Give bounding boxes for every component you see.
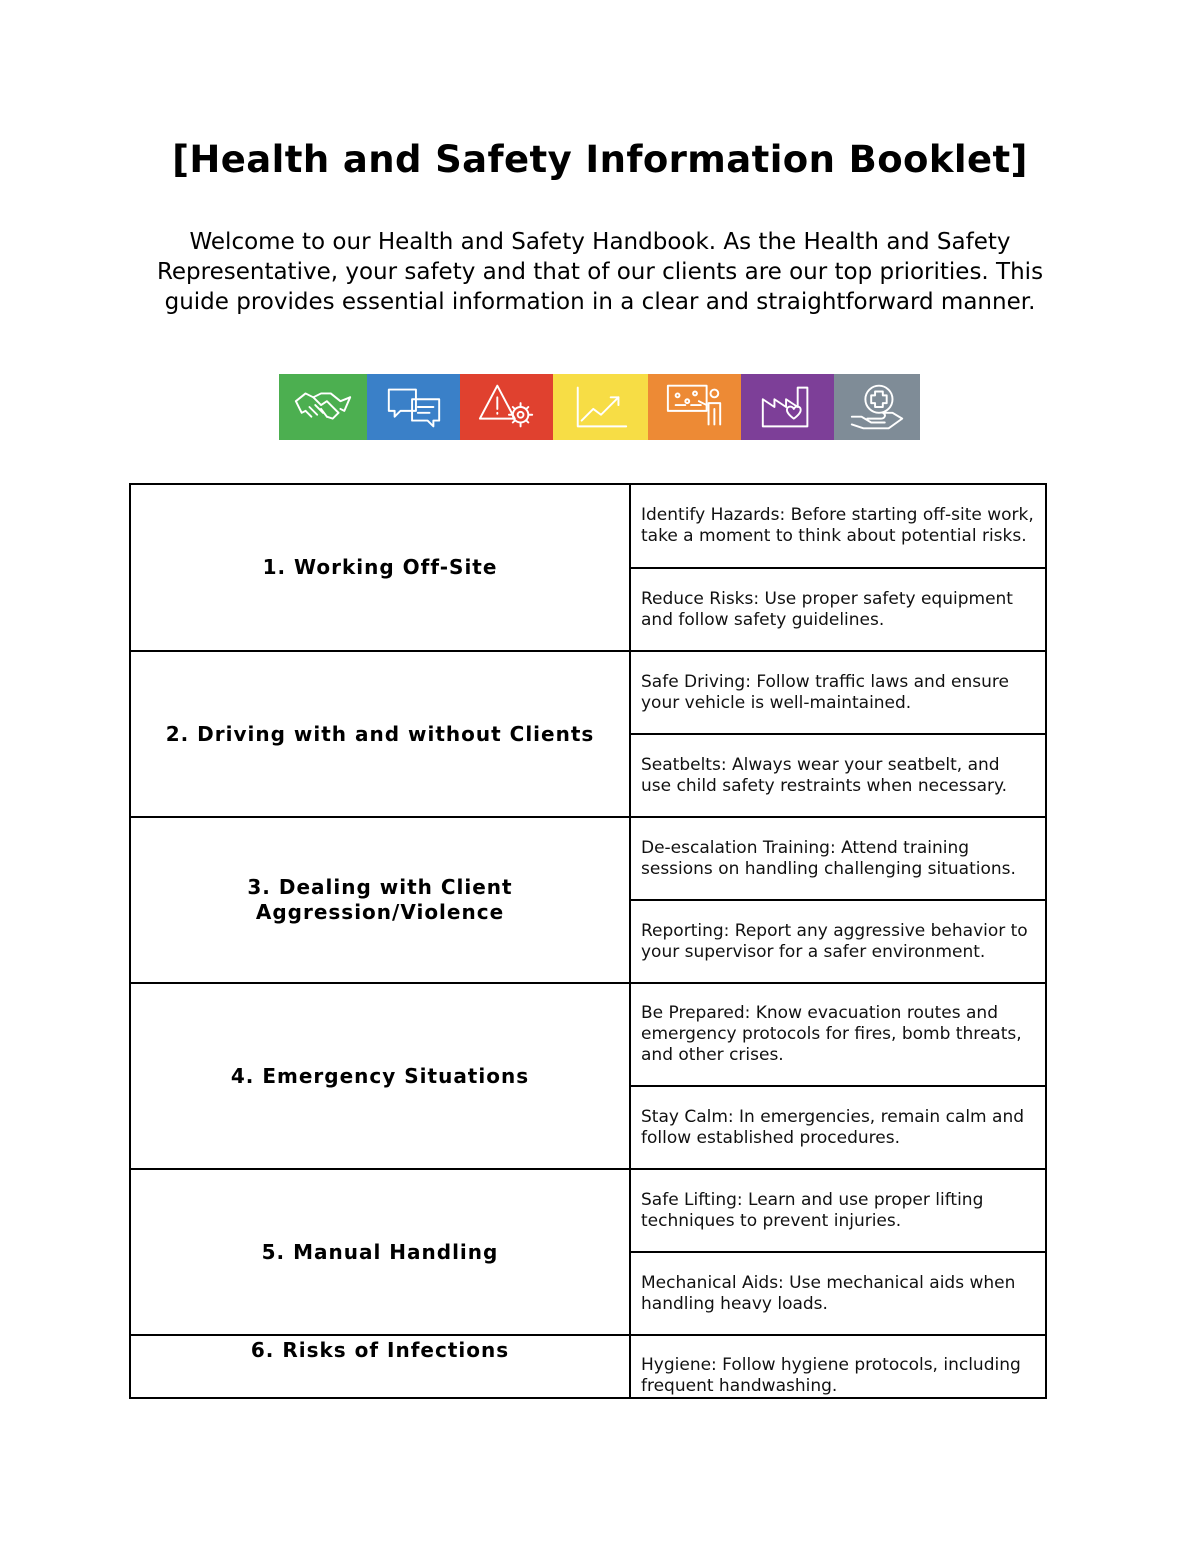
speech-bubbles-icon <box>383 379 445 435</box>
topic-infections: 6. Risks of Infections <box>130 1335 630 1398</box>
table-row <box>130 651 1046 734</box>
table-row <box>130 983 1046 1086</box>
icon-tile-factory <box>741 374 834 440</box>
icon-tile-handshake <box>279 374 367 440</box>
point-be-prepared: Be Prepared: Know evacuation routes and emergency protocols for fires, bomb threats, and other crises. <box>630 983 1046 1086</box>
point-reporting: Reporting: Report any aggressive behavior to your supervisor for a safer environment. <box>630 900 1046 983</box>
icon-tile-presentation <box>648 374 741 440</box>
medical-care-icon <box>846 379 908 435</box>
point-de-escalation: De-escalation Training: Attend training sessions on handling challenging situations. <box>630 817 1046 900</box>
point-safe-lifting: Safe Lifting: Learn and use proper lifting techniques to prevent injuries. <box>630 1169 1046 1252</box>
topic-working-off-site: 1. Working Off-Site <box>130 484 630 651</box>
table-row <box>130 1335 1046 1398</box>
topic-client-aggression: 3. Dealing with Client Aggression/Violence <box>130 817 630 983</box>
safety-topics-table <box>129 483 1047 1399</box>
point-stay-calm: Stay Calm: In emergencies, remain calm and follow established procedures. <box>630 1086 1046 1169</box>
icon-tile-medical <box>834 374 920 440</box>
page-title: [Health and Safety Information Booklet] <box>172 138 1028 181</box>
warning-gear-icon <box>476 379 538 435</box>
topic-emergency: 4. Emergency Situations <box>130 983 630 1169</box>
point-reduce-risks: Reduce Risks: Use proper safety equipment and follow safety guidelines. <box>630 568 1046 651</box>
icon-tile-speech <box>367 374 460 440</box>
point-mechanical-aids: Mechanical Aids: Use mechanical aids when handling heavy loads. <box>630 1252 1046 1335</box>
icon-tile-chart <box>553 374 648 440</box>
intro-paragraph: Welcome to our Health and Safety Handbook. As the Health and Safety Representative, your safety and that of our clients are our top priorities. This guide provides essential information in a clear and straightforward manner. <box>156 229 1044 315</box>
topic-driving: 2. Driving with and without Clients <box>130 651 630 817</box>
growth-chart-icon <box>570 379 632 435</box>
icon-strip <box>279 374 920 440</box>
table-row <box>130 484 1046 568</box>
table-row <box>130 1169 1046 1252</box>
table-row <box>130 817 1046 900</box>
factory-heart-icon <box>757 379 819 435</box>
point-safe-driving: Safe Driving: Follow traffic laws and ensure your vehicle is well-maintained. <box>630 651 1046 734</box>
presentation-icon <box>664 379 726 435</box>
handshake-icon <box>292 379 354 435</box>
topic-manual-handling: 5. Manual Handling <box>130 1169 630 1335</box>
point-seatbelts: Seatbelts: Always wear your seatbelt, and use child safety restraints when necessary. <box>630 734 1046 817</box>
point-hygiene: Hygiene: Follow hygiene protocols, including frequent handwashing. <box>630 1335 1046 1398</box>
icon-tile-warning <box>460 374 553 440</box>
point-identify-hazards: Identify Hazards: Before starting off-site work, take a moment to think about potential risks. <box>630 484 1046 568</box>
